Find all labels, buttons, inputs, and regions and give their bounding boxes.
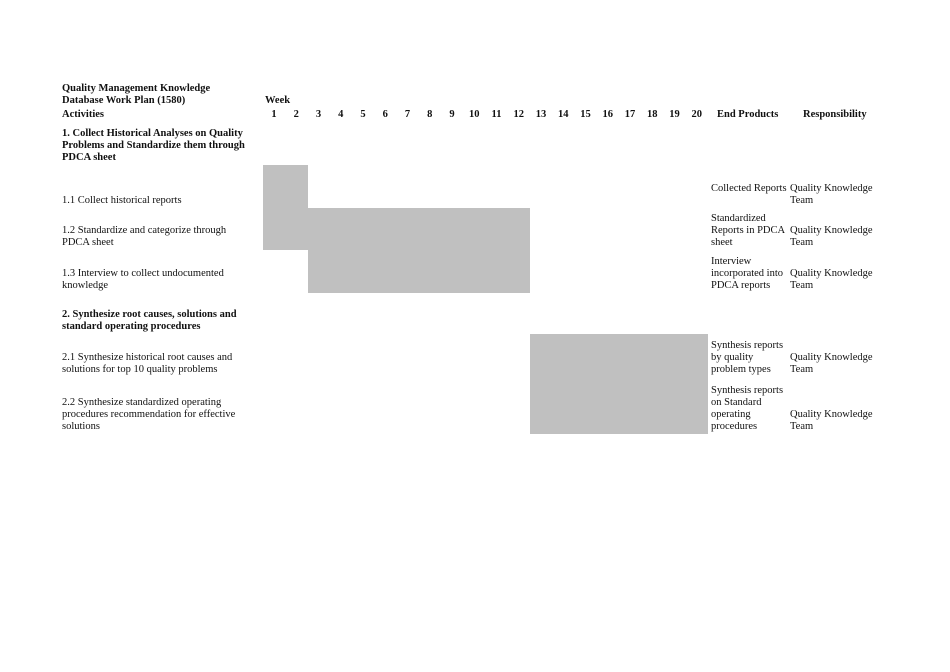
gantt-bar	[263, 208, 530, 250]
work-plan-title: Quality Management Knowledge Database Work Plan (1580)	[62, 83, 211, 106]
task-responsibility: Quality Knowledge Team	[790, 183, 873, 206]
gantt-bar	[530, 334, 708, 378]
week-number: 5	[360, 109, 366, 120]
task-end-product: Synthesis reports on Standard operating procedures	[711, 385, 784, 432]
task-label: 2.2 Synthesize standardized operating procedures recommendation for effective solutions	[62, 397, 236, 432]
week-number: 9	[449, 109, 455, 120]
week-number: 10	[469, 109, 480, 120]
task-end-product: Interview incorporated into PDCA reports	[711, 256, 784, 291]
week-number: 16	[602, 109, 613, 120]
task-label: 1.1 Collect historical reports	[62, 195, 182, 206]
task-label: 1.2 Standardize and categorize through PDCA sheet	[62, 225, 227, 248]
week-number: 18	[647, 109, 658, 120]
week-number: 11	[491, 109, 502, 120]
week-number: 14	[558, 109, 569, 120]
gantt-bar	[308, 250, 531, 293]
week-number: 13	[535, 109, 547, 120]
week-number: 6	[382, 109, 388, 120]
week-number: 20	[691, 109, 702, 120]
section-title: 2. Synthesize root causes, solutions and standard operating procedures	[62, 309, 237, 332]
week-number: 7	[404, 109, 411, 120]
task-label: 1.3 Interview to collect undocumented knowledge	[62, 268, 224, 291]
task-responsibility: Quality Knowledge Team	[790, 268, 873, 291]
week-number: 8	[427, 109, 433, 120]
section-title: 1. Collect Historical Analyses on Quality Problems and Standardize them through PDCA sheet	[62, 128, 245, 163]
task-end-product: Collected Reports	[711, 183, 787, 194]
activities-header-label: Activities	[62, 109, 104, 120]
gantt-bar	[263, 165, 308, 208]
task-responsibility: Quality Knowledge Team	[790, 225, 873, 248]
task-responsibility: Quality Knowledge Team	[790, 352, 873, 375]
week-number: 3	[315, 109, 322, 120]
responsibility-header: Responsibility	[803, 109, 867, 120]
week-number: 15	[580, 109, 591, 120]
end-products-header: End Products	[717, 109, 779, 120]
task-responsibility: Quality Knowledge Team	[790, 409, 873, 432]
week-header-label: Week	[265, 95, 291, 106]
week-number: 4	[338, 109, 344, 120]
task-end-product: Standardized Reports in PDCA sheet	[711, 213, 785, 248]
week-number: 19	[669, 109, 680, 120]
week-number: 2	[293, 109, 299, 120]
week-number: 1	[271, 109, 277, 120]
gantt-bar	[530, 378, 708, 434]
task-end-product: Synthesis reports by quality problem types	[711, 340, 784, 375]
week-number: 17	[624, 109, 636, 120]
task-label: 2.1 Synthesize historical root causes and solutions for top 10 quality problems	[62, 352, 233, 375]
week-number: 12	[513, 109, 524, 120]
